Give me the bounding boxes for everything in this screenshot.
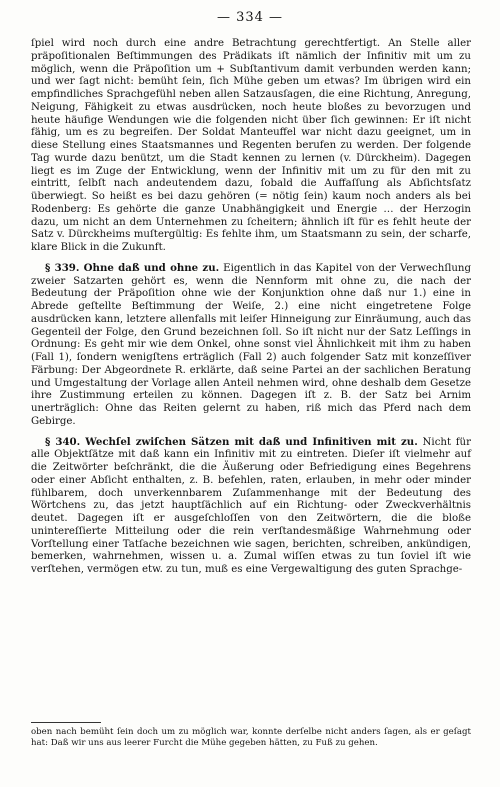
paragraph-continuation — [31, 38, 471, 255]
page-number: — 334 — — [216, 10, 284, 25]
paragraph-text: Nicht für alle Objektſätze mit daß kann ein Infinitiv mit zu eintreten. Dieſer iſt vielmehr auf die Zeitwörter beſchränkt, die die Äußerung oder Befriedigung eines Begehrens oder einer Abſicht enthalten, z. B. befehlen, raten, erlauben, in mehr oder minder fühlbarem, doch unverkennbarem Zuſammenhange mit der Bedeutung des Wörtchens zu, das jetzt hauptſächlich auf ein Richtung- oder Zweckverhältnis deutet. Dagegen iſt er ausgeſchloſſen von den Zeitwörtern, die die bloße unintereſſierte Mitteilung oder die rein verſtandesmäßige Wahrnehmung oder Vorſtellung einer Tatſache bezeichnen wie sagen, berichten, schreiben, ankündigen, bemerken, wahrnehmen, wissen u. a. Zumal wiſſen etwas zu tun ſoviel iſt wie verſtehen, vermögen etw. zu tun, muß es eine Vergewaltigung des guten Sprachge- — [31, 436, 471, 575]
body-text — [31, 38, 471, 577]
paragraph-text: ſpiel wird noch durch eine andre Betrachtung gerechtfertigt. An Stelle aller präpoſitionalen Beſtimmungen des Prädikats iſt nämlich der Infinitiv mit um zu möglich, wenn die Präpoſition um + Subſtantivum damit verbunden werden kann; und wer ſagt nicht: bemüht ſein, ſich Mühe geben um etwas? Im übrigen wird ein empfindliches Sprachgefühl neben allen Satzausſagen, die eine Richtung, Anregung, Neigung, Fähigkeit zu etwas ausdrücken, noch heute bloßes zu bevorzugen und heute häufige Wendungen wie die folgenden nicht über ſich gewinnen: Er iſt nicht fähig, um es zu begreifen. Der Soldat Manteuffel war nicht dazu geeignet, um in diese Stellung eines Staatsmannes und Regenten berufen zu werden. Der folgende Tag wurde dazu benützt, um die Stadt kennen zu lernen (v. Dürckheim). Dagegen liegt es im Zuge der Entwicklung, wenn der Infinitiv mit um zu für den mit zu eintritt, ſelbſt nach andeutendem dazu, ſobald die Auffaſſung als Abſichtsſatz überwiegt. So heißt es bei dazu gehören (= nötig ſein) kaum noch anders als bei Rodenberg: Es gehörte die ganze Unabhängigkeit und Energie … der Herzogin dazu, um nicht an dem Unternehmen zu ſcheitern; ähnlich iſt für es fehlt heute der Satz v. Dürckheims muſtergültig: Es fehlte ihm, um Staatsmann zu sein, der scharfe, klare Blick in die Zukunft. — [31, 38, 471, 253]
footnote-divider — [31, 722, 101, 723]
section-heading-339: § 339. Ohne daß und ohne zu. — [45, 261, 220, 274]
paragraph-section-339 — [31, 262, 471, 429]
paragraph-text: Eigentlich in das Kapitel von der Verwechſlung zweier Satzarten gehört es, wenn die Nennform mit ohne zu, die nach der Bedeutung der Präpoſition ohne wie der Konjunktion ohne daß nur 1.) eine in Abrede geſtellte Beſtimmung der Weiſe, 2.) eine nicht eingetretene Folge ausdrücken kann, letztere allenfalls mit leiſer Hinneigung zur Einräumung, auch das Gegenteil der Folge, den Grund bezeichnen ſoll. So iſt nicht nur der Satz Leſſings in Ordnung: Es geht mir wie dem Onkel, ohne sonst viel Ähnlichkeit mit ihm zu haben (Fall 1), ſondern wenigſtens erträglich (Fall 2) auch folgender Satz mit konzeſſiver Färbung: Der Abgeordnete R. erklärte, daß seine Partei an der sachlichen Beratung und Umgestaltung der Vorlage allen Anteil nehmen wird, ohne deshalb dem Gesetze ihre Zustimmung erteilen zu können. Dagegen iſt z. B. der Satz bei Arnim unerträglich: Ohne das Reiten gelernt zu haben, riß mich das Pferd nach dem Gebirge. — [31, 262, 471, 427]
section-heading-340: § 340. Wechſel zwiſchen Sätzen mit daß und Infinitiven mit zu. — [45, 435, 418, 448]
footnote: oben nach bemüht ſein doch um zu möglich war, konnte derſelbe nicht anders ſagen, als er geſagt hat: Daß wir uns aus leerer Furcht die Mühe gegeben hätten, zu Fuß zu gehen. — [31, 727, 471, 748]
paragraph-section-340 — [31, 436, 471, 577]
